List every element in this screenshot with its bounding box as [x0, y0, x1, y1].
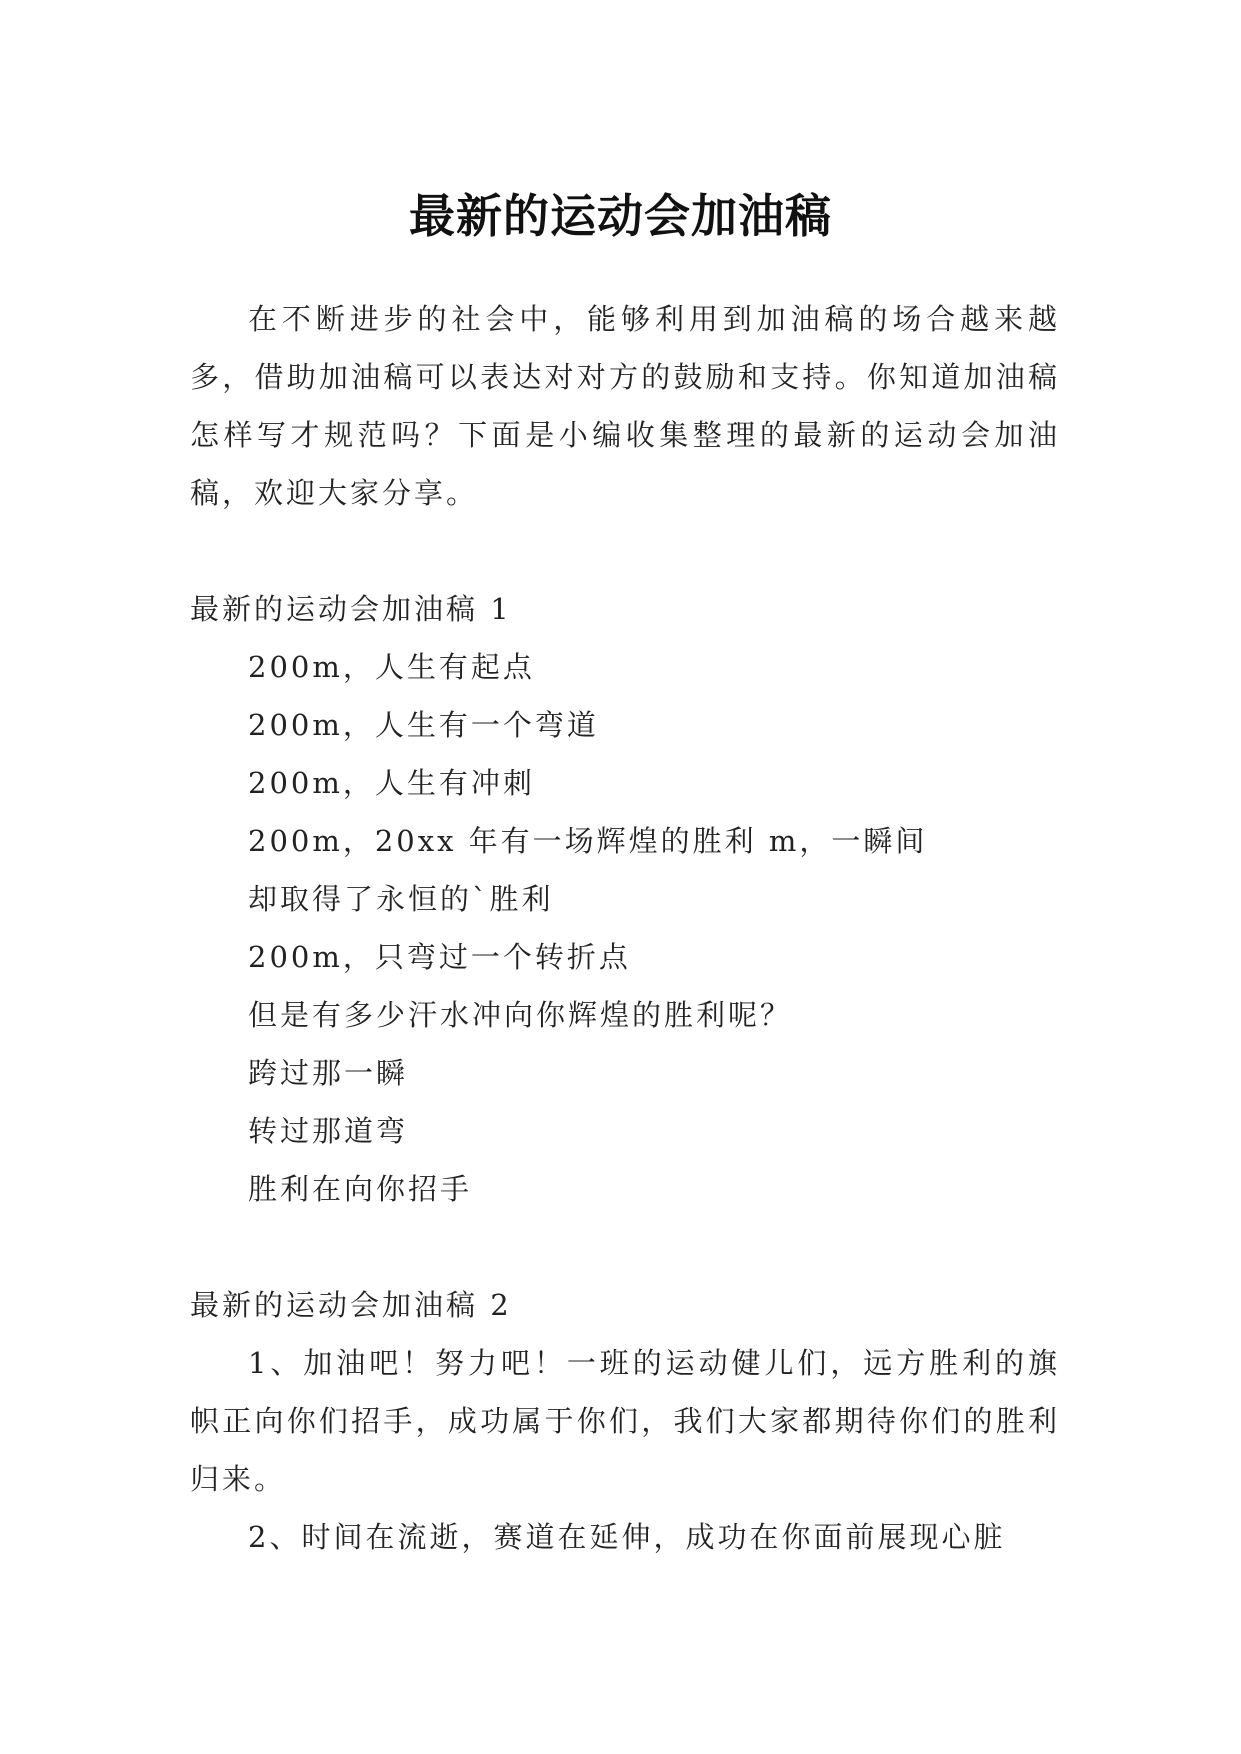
- section-2-paragraph: 1、加油吧！努力吧！一班的运动健儿们，远方胜利的旗帜正向你们招手，成功属于你们，我们大家都期待你们的胜利归来。: [190, 1346, 1060, 1496]
- document-title: 最新的运动会加油稿: [409, 188, 832, 243]
- section-spacer: [190, 522, 1060, 580]
- poem-line: 200m，人生有起点: [248, 650, 535, 684]
- section-2-paragraph: 2、时间在流逝，赛道在延伸，成功在你面前展现心脏: [248, 1520, 1006, 1554]
- poem-line: 200m，20xx 年有一场辉煌的胜利 m，一瞬间: [248, 824, 928, 858]
- poem-line: 200m，只弯过一个转折点: [248, 940, 631, 974]
- poem-line: 200m，人生有冲刺: [248, 766, 535, 800]
- poem-line: 但是有多少汗水冲向你辉煌的胜利呢？: [248, 998, 793, 1032]
- section-2-heading: 最新的运动会加油稿 2: [190, 1288, 512, 1322]
- section-spacer: [190, 1218, 1060, 1276]
- document-body: [190, 290, 1060, 1566]
- section-1-heading: 最新的运动会加油稿 1: [190, 592, 512, 626]
- poem-line: 却取得了永恒的`胜利: [248, 882, 554, 916]
- poem-line: 200m，人生有一个弯道: [248, 708, 599, 742]
- intro-paragraph: 在不断进步的社会中，能够利用到加油稿的场合越来越多，借助加油稿可以表达对对方的鼓励和支持。你知道加油稿怎样写才规范吗？下面是小编收集整理的最新的运动会加油稿，欢迎大家分享。: [190, 302, 1060, 510]
- poem-line: 跨过那一瞬: [248, 1056, 409, 1090]
- poem-line: 胜利在向你招手: [248, 1172, 473, 1206]
- poem-line: 转过那道弯: [248, 1114, 409, 1148]
